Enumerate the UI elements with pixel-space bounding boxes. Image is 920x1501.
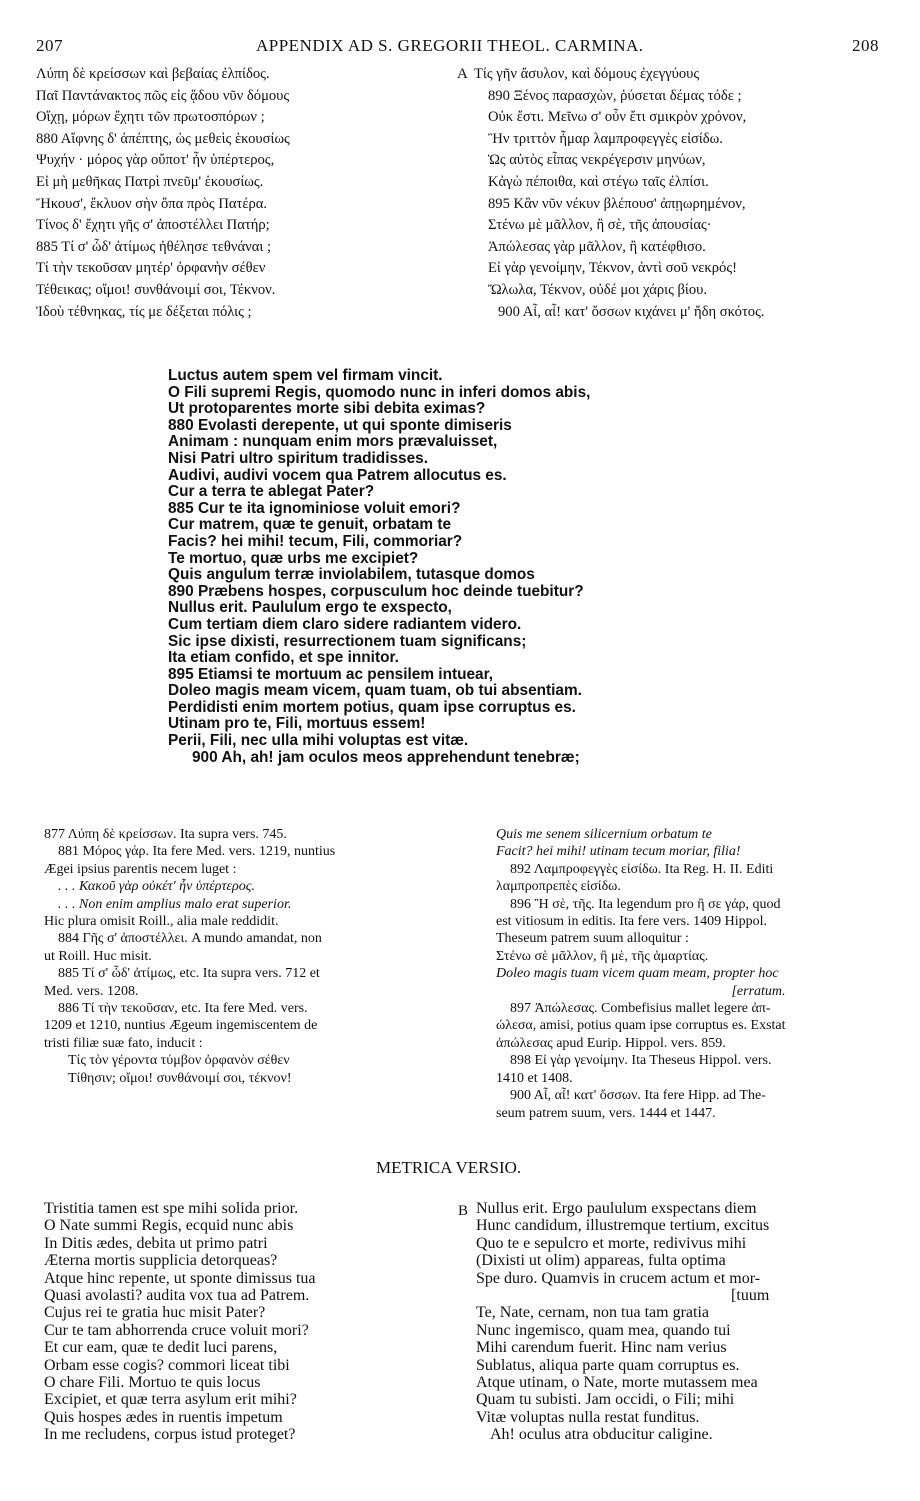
metrica-left-line: O chare Fili. Mortuo te quis locus [44, 1374, 261, 1392]
latin-line: Audivi, audivi vocem qua Patrem allocutus es. [168, 466, 507, 484]
latin-line: Nullus erit. Paululum ergo te exspecto, [168, 599, 452, 617]
metrica-left-line: Excipiet, et quæ terra asylum erit mihi? [44, 1391, 297, 1409]
greek-right-line: 895 Κἂν νῦν νέκυν βλέπουσ' ἀπῃωρημένον, [488, 195, 746, 212]
metrica-right-line: Atque utinam, o Nate, morte mutassem mea [476, 1374, 758, 1392]
latin-line: Cur matrem, quæ te genuit, orbatam te [168, 516, 452, 534]
greek-left-line: Λύπη δὲ κρείσσων καὶ βεβαίας ἐλπίδος. [36, 66, 270, 82]
metrica-left-line: O Nate summi Regis, ecquid nunc abis [44, 1217, 294, 1235]
greek-left-line: Εἰ μὴ μεθῆκας Πατρὶ πνεῦμ' ἑκουσίως. [36, 173, 264, 190]
metrica-right-line: Mihi carendum fuerit. Hinc nam verius [476, 1339, 727, 1357]
notes-right-line: 896 Ἢ σὲ, τῆς. Ita legendum pro ἢ σε γάρ, quod [510, 896, 781, 912]
latin-line: 890 Præbens hospes, corpusculum hoc deinde tuebitur? [168, 582, 584, 600]
greek-left-line: Ἰδοὺ τέθνηκας, τίς με δέξεται πόλις ; [36, 303, 252, 320]
notes-right-line: est vitiosum in editis. Ita fere vers. 1409 Hippol. [496, 914, 768, 930]
notes-left-column [44, 826, 335, 1087]
section-title: METRICA VERSIO. [376, 1158, 522, 1177]
latin-line: Cum tertiam diem claro sidere radiantem videro. [168, 615, 522, 633]
greek-left-line: Τέθεικας; οἴμοι! συνθάνοιμί σοι, Τέκνον. [36, 281, 276, 298]
metrica-left-line: Quis hospes ædes in ruentis impetum [44, 1408, 283, 1426]
notes-left-line: Τίς τὸν γέροντα τύμβον ὀρφανὸν σέθεν [68, 1053, 290, 1069]
metrica-right-line: Nunc ingemisco, quam mea, quando tui [476, 1321, 731, 1339]
metrica-right-line: Quo te e sepulcro et morte, redivivus mihi [476, 1234, 747, 1252]
latin-line: Utinam pro te, Fili, mortuus essem! [168, 715, 426, 733]
metrica-right-line: Te, Nate, cernam, non tua tam gratia [476, 1304, 709, 1322]
latin-line: 885 Cur te ita ignominiose voluit emori? [168, 499, 461, 517]
latin-line: Quis angulum terræ inviolabilem, tutasque domos [168, 566, 535, 584]
latin-line: 895 Etiamsi te mortuum ac pensilem intuear, [168, 665, 494, 683]
notes-right-column [496, 826, 786, 1122]
greek-text-left-column [36, 64, 290, 323]
notes-left-line: 877 Λύπη δὲ κρείσσων. Ita supra vers. 745. [44, 827, 287, 842]
notes-right-line: λαμπροπρεπὲς εἰσίδω. [496, 879, 621, 895]
greek-left-line: 880 Αἴφνης δ' ἀπέπτης, ὡς μεθεὶς ἑκουσίως [36, 130, 290, 147]
notes-right-line: 897 Ἀπώλεσας. Combefisius mallet legere ἀπ- [510, 1001, 771, 1017]
notes-right-line: 898 Εἰ γὰρ γενοίμην. Ita Theseus Hippol. vers. [510, 1053, 772, 1069]
latin-line: 900 Ah, ah! jam oculos meos apprehendunt tenebræ; [192, 748, 580, 766]
latin-line: Sic ipse dixisti, resurrectionem tuam significans; [168, 632, 527, 650]
page-number-right: 208 [852, 36, 879, 55]
notes-right-line: seum patrem suum, vers. 1444 et 1447. [496, 1105, 716, 1121]
notes-right-line: ἀπώλεσας apud Eurip. Hippol. vers. 859. [496, 1035, 726, 1051]
metrica-right-line: Quam tu subisti. Jam occidi, o Fili; mihi [476, 1391, 735, 1409]
greek-right-line: Οὐκ ἔστι. Μεῖνω σ' οὖν ἔτι σμικρὸν χρόνον, [488, 109, 747, 126]
metrica-left-line: Æterna mortis supplicia detorqueas? [44, 1252, 278, 1270]
greek-text-right-column [474, 64, 765, 323]
metrica-right-line: Nullus erit. Ergo paululum exspectans diem [476, 1200, 757, 1217]
greek-left-line: Οἴχῃ, μόρων ἔχητι τῶν πρωτοσπόρων ; [36, 109, 265, 126]
metrica-left-line: Et cur eam, quæ te dedit luci parens, [44, 1339, 278, 1357]
notes-left-line: 881 Μόρος γάρ. Ita fere Med. vers. 1219, nuntius [58, 844, 336, 860]
latin-line: 880 Evolasti derepente, ut qui sponte dimiseris [168, 416, 512, 434]
metrica-right-line: Ah! oculus atra obducitur caligine. [490, 1426, 713, 1444]
notes-left-line: . . . Non enim amplius malo erat superior. [58, 896, 292, 912]
running-title: APPENDIX AD S. GREGORII THEOL. CARMINA. [256, 36, 644, 55]
greek-right-line: Ἀπώλεσας γὰρ μᾶλλον, ἢ κατέφθισο. [488, 238, 706, 255]
notes-left-line: . . . Κακοῦ γὰρ οὐκέτ' ἦν ὑπέρτερος. [58, 879, 255, 895]
metrica-left-line: Orbam esse cogis? commori liceat tibi [44, 1356, 290, 1374]
metrica-left-line: In Ditis ædes, debita ut primo patri [44, 1234, 268, 1252]
notes-left-line: Med. vers. 1208. [44, 983, 139, 999]
greek-right-line: Εἰ γὰρ γενοίμην, Τέκνον, ἀντὶ σοῦ νεκρός! [488, 260, 737, 277]
page-number-left: 207 [36, 36, 63, 55]
notes-left-line: 886 Τί τὴν τεκοῦσαν, etc. Ita fere Med. vers. [58, 1001, 308, 1017]
notes-left-line: Hic plura omisit Roill., alia male reddidit. [44, 914, 279, 930]
greek-left-line: Παῖ Παντάνακτος πῶς εἰς ᾅδου νῦν δόμους [36, 87, 290, 104]
latin-line: Luctus autem spem vel firmam vincit. [168, 367, 443, 384]
latin-line: O Fili supremi Regis, quomodo nunc in inferi domos abis, [168, 383, 591, 401]
notes-right-line: Στένω σὲ μᾶλλον, ἢ μὲ, τῆς ἁμαρτίας. [496, 948, 709, 964]
metrica-right-line: Sublatus, aliqua parte quam corruptus es. [476, 1356, 740, 1374]
notes-right-line: Doleo magis tuam vicem quam meam, propter hoc [496, 966, 779, 982]
notes-left-line: Τίθησιν; οἴμοι! συνθάνοιμί σοι, τέκνον! [68, 1070, 292, 1086]
latin-line: Perdidisti enim mortem potius, quam ipse corruptus es. [168, 698, 576, 716]
greek-right-line: Ὡς αὐτὸς εἶπας νεκρέγερσιν μηνύων, [488, 152, 706, 169]
notes-left-line: 885 Τί σ' ὧδ' ἀτίμως, etc. Ita supra vers. 712 et [58, 966, 320, 982]
latin-line: Facis? hei mihi! tecum, Fili, commoriar? [168, 532, 463, 550]
notes-left-line: 1209 et 1210, nuntius Ægeum ingemiscentem de [44, 1018, 318, 1034]
greek-right-line: 900 Αἶ, αἶ! κατ' ὄσσων κιχάνει μ' ἤδη σκότος. [498, 303, 765, 320]
metrica-left-line: Tristitia tamen est spe mihi solida prior. [44, 1200, 299, 1217]
latin-line: Perii, Fili, nec ulla mihi voluptas est vitæ. [168, 732, 469, 750]
column-marker-a: A [457, 66, 468, 82]
metrica-right-line: [tuum [731, 1287, 770, 1305]
greek-right-line: 890 Ξένος παρασχὼν, ῥύσεται δέμας τόδε ; [488, 87, 742, 104]
notes-right-line: Theseum patrem suum alloquitur : [496, 931, 689, 947]
notes-left-line: ut Roill. Huc misit. [44, 948, 152, 964]
greek-right-line: Κἀγὼ πέποιθα, καὶ στέγω ταῖς ἐλπίσι. [488, 173, 709, 190]
greek-left-line: Τίνος δ' ἔχητι γῆς σ' ἀποστέλλει Πατήρ; [36, 217, 270, 234]
latin-line: Cur a terra te ablegat Pater? [168, 483, 375, 501]
metrica-versio-right-column [476, 1200, 769, 1444]
metrica-left-line: Cujus rei te gratia huc misit Pater? [44, 1304, 266, 1322]
notes-left-line: Ægei ipsius parentis necem luget : [44, 861, 237, 877]
greek-left-line: Ψυχήν · μόρος γὰρ οὔποτ' ἦν ὑπέρτερος, [36, 152, 275, 169]
notes-right-line: 900 Αἶ, αἶ! κατ' ὄσσων. Ita fere Hipp. ad The- [510, 1088, 766, 1104]
greek-left-line: Τί τὴν τεκοῦσαν μητέρ' ὀρφανὴν σέθεν [36, 260, 266, 277]
notes-right-line: [erratum. [731, 983, 786, 999]
metrica-right-line: Vitæ voluptas nulla restat funditus. [476, 1408, 700, 1426]
latin-line: Te mortuo, quæ urbs me excipiet? [168, 549, 419, 567]
metrica-left-line: Quasi avolasti? audita vox tua ad Patrem. [44, 1287, 310, 1305]
greek-right-line: Στένω μὲ μᾶλλον, ἢ σὲ, τῆς ἀπουσίας· [488, 217, 712, 234]
greek-left-line: 885 Τί σ' ὧδ' ἀτίμως ἠθέλησε τεθνάναι ; [36, 238, 272, 255]
notes-right-line: ώλεσα, amisi, potius quam ipse corruptus es. Exstat [496, 1018, 786, 1034]
notes-right-line: 892 Λαμπροφεγγὲς εἰσίδω. Ita Reg. H. II. Editi [510, 861, 774, 877]
notes-left-line: tristi filiæ suæ fato, inducit : [44, 1035, 203, 1051]
latin-line: Animam : nunquam enim mors prævaluisset, [168, 433, 498, 451]
metrica-right-line: Spe duro. Quamvis in crucem actum et mor- [476, 1269, 761, 1287]
notes-right-line: 1410 et 1408. [496, 1070, 573, 1086]
latin-line: Ita etiam confido, et spe innitor. [168, 649, 399, 667]
metrica-left-line: Atque hinc repente, ut sponte dimissus tua [44, 1269, 316, 1287]
greek-right-line: Τίς γῆν ἄσυλον, καὶ δόμους ἐχεγγύους [474, 66, 700, 82]
latin-line: Doleo magis meam vicem, quam tuam, ob tui absentiam. [168, 682, 582, 700]
latin-translation [168, 368, 590, 766]
notes-left-line: 884 Γῆς σ' ἀποστέλλει. A mundo amandat, non [58, 931, 322, 947]
metrica-right-line: Hunc candidum, illustremque tertium, excitus [476, 1217, 770, 1235]
latin-line: Nisi Patri ultro spiritum tradidisses. [168, 449, 428, 467]
notes-right-line: Facit? hei mihi! utinam tecum moriar, filia! [496, 844, 741, 860]
greek-left-line: Ἤκουσ', ἔκλυον σὴν ὄπα πρὸς Πατέρα. [36, 195, 268, 212]
metrica-versio-left-column [44, 1200, 316, 1444]
metrica-left-line: In me recludens, corpus istud proteget? [44, 1426, 296, 1444]
column-marker-b: B [458, 1203, 469, 1219]
greek-right-line: Ἢν τριττὸν ἦμαρ λαμπροφεγγὲς εἰσίδω. [488, 130, 723, 147]
latin-line: Ut protoparentes morte sibi debita eximas? [168, 400, 486, 418]
metrica-left-line: Cur te tam abhorrenda cruce voluit mori? [44, 1321, 309, 1339]
metrica-right-line: (Dixisti ut olim) appareas, fulta optima [476, 1252, 726, 1270]
greek-right-line: Ὤλωλα, Τέκνον, οὐδέ μοι χάρις βίου. [488, 281, 708, 298]
notes-right-line: Quis me senem silicernium orbatum te [496, 827, 712, 842]
